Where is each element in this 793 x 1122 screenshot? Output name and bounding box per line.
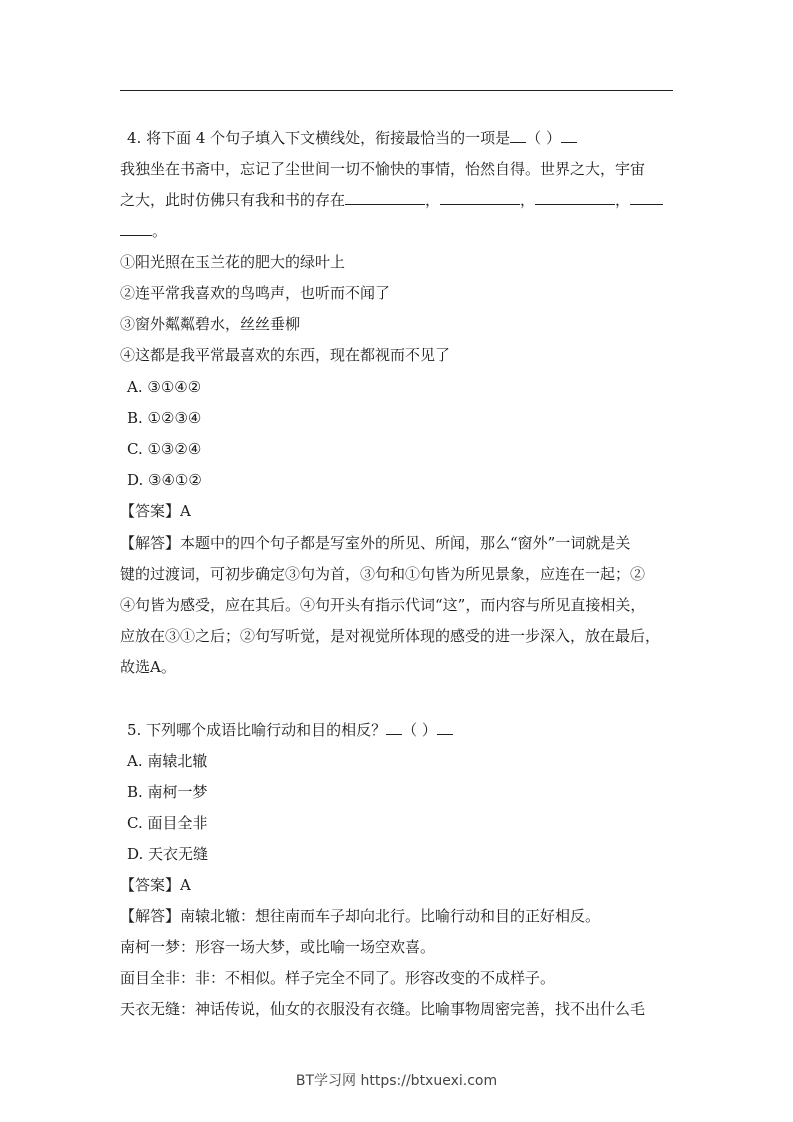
q4-fill-blank-3 xyxy=(535,190,615,205)
q5-option-d: D. 天衣无缝 xyxy=(127,845,209,863)
q4-sentence-4: ④这都是我平常最喜欢的东西，现在都视而不见了 xyxy=(120,346,451,364)
header-rule xyxy=(120,90,673,91)
q4-sentence-2: ②连平常我喜欢的鸟鸣声，也听而不闻了 xyxy=(120,284,391,302)
q5-answer: 【答案】A xyxy=(120,876,191,894)
q4-stem-paren: （ ） xyxy=(526,129,561,147)
q4-sep-2: ， xyxy=(520,191,536,209)
q4-fill-blank-4a xyxy=(630,190,663,205)
q4-stem xyxy=(127,128,577,148)
q4-stem-blank-right xyxy=(561,128,577,143)
q4-passage-line-1: 我独坐在书斋中，忘记了尘世间一切不愉快的事情，怡然自得。世界之大，宇宙 xyxy=(120,160,646,178)
q5-option-b: B. 南柯一梦 xyxy=(127,783,208,801)
q4-sep-1: ， xyxy=(425,191,441,209)
q5-analysis-line-4: 天衣无缝：神话传说，仙女的衣服没有衣缝。比喻事物周密完善，找不出什么毛 xyxy=(120,1000,646,1018)
q4-sentence-1: ①阳光照在玉兰花的肥大的绿叶上 xyxy=(120,253,346,271)
q5-stem-blank-right xyxy=(437,720,453,735)
q5-option-a: A. 南辕北辙 xyxy=(127,752,208,770)
q4-answer: 【答案】A xyxy=(120,502,191,520)
q4-sentence-3: ③窗外粼粼碧水，丝丝垂柳 xyxy=(120,315,301,333)
q4-fill-blank-1 xyxy=(345,190,425,205)
q4-passage-text: 之大，此时仿佛只有我和书的存在 xyxy=(120,191,346,209)
q4-stem-blank-left xyxy=(510,128,526,143)
q4-analysis-line-3: ④句皆为感受，应在其后。④句开头有指示代词“这”，而内容与所见直接相关， xyxy=(120,596,646,614)
q4-passage-line-2 xyxy=(120,190,663,210)
q5-analysis-line-2: 南柯一梦：形容一场大梦，或比喻一场空欢喜。 xyxy=(120,938,436,956)
q4-sep-3: ， xyxy=(615,191,631,209)
q5-stem-paren: （ ） xyxy=(402,721,437,739)
q4-analysis-line-2: 键的过渡词，可初步确定③句为首，③句和①句皆为所见景象，应连在一起；② xyxy=(120,565,646,583)
q4-analysis-line-5: 故选A。 xyxy=(120,658,176,676)
page-footer: BT学习网 https://btxuexi.com xyxy=(295,1073,498,1089)
q4-option-c: C. ①③②④ xyxy=(127,440,202,458)
q5-analysis-line-3: 面目全非：非：不相似。样子完全不同了。形容改变的不成样子。 xyxy=(120,969,556,987)
q4-analysis-line-4: 应放在③①之后；②句写听觉，是对视觉所体现的感受的进一步深入，放在最后， xyxy=(120,627,661,645)
q4-option-d: D. ③④①② xyxy=(127,471,202,489)
q5-option-c: C. 面目全非 xyxy=(127,814,208,832)
q5-stem-blank-left xyxy=(386,720,402,735)
q5-stem xyxy=(127,720,453,740)
q4-fill-blank-2 xyxy=(440,190,520,205)
q4-passage-line-3 xyxy=(120,221,167,241)
q4-stem-text: 4. 将下面 4 个句子填入下文横线处，衔接最恰当的一项是 xyxy=(127,129,511,147)
q4-end-mark: 。 xyxy=(152,222,168,240)
q5-analysis-line-1: 【解答】南辕北辙：想往南而车子却向北行。比喻行动和目的正好相反。 xyxy=(120,907,601,925)
q5-stem-text: 5. 下列哪个成语比喻行动和目的相反？ xyxy=(127,721,387,739)
q4-option-a: A. ③①④② xyxy=(127,378,202,396)
q4-option-b: B. ①②③④ xyxy=(127,409,202,427)
q4-analysis-line-1: 【解答】本题中的四个句子都是写室外的所见、所闻，那么“窗外”一词就是关 xyxy=(120,534,631,552)
q4-fill-blank-4b xyxy=(120,221,152,236)
